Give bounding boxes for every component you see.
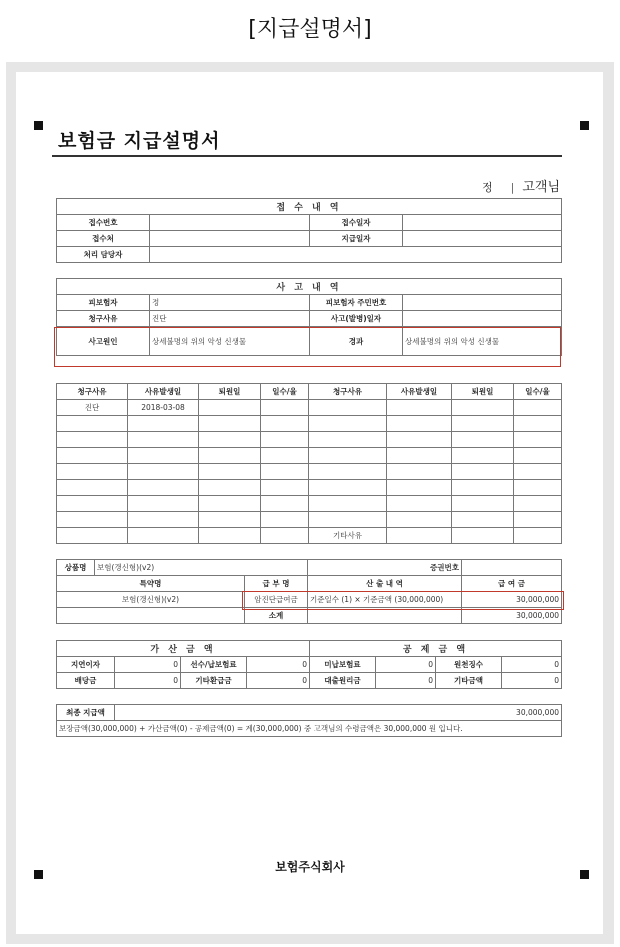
corner-mark-top-right bbox=[580, 121, 589, 130]
subtotal-label: 소계 bbox=[245, 608, 308, 624]
accident-section-title: 사 고 내 역 bbox=[57, 279, 562, 295]
unpaid-value: 0 bbox=[376, 657, 436, 673]
claim-reason-label: 청구사유 bbox=[57, 311, 150, 327]
amount-value: 30,000,000 bbox=[462, 592, 562, 608]
withholding-label: 원천징수 bbox=[436, 657, 502, 673]
product-name-value: 보험(갱신형)(v2) bbox=[95, 560, 308, 576]
claim-reason-value: 진단 bbox=[150, 311, 310, 327]
claims-header: 청구사유 bbox=[57, 384, 128, 400]
dividend-value: 0 bbox=[115, 673, 181, 689]
payment-highlight bbox=[242, 591, 564, 610]
adjust-table bbox=[56, 640, 562, 737]
rider-header: 특약명 bbox=[57, 576, 245, 592]
prepaid-value: 0 bbox=[247, 657, 310, 673]
customer-name: 정 bbox=[482, 181, 493, 194]
dividend-label: 배당금 bbox=[57, 673, 115, 689]
refund-value: 0 bbox=[247, 673, 310, 689]
loan-value: 0 bbox=[376, 673, 436, 689]
final-amount-value: 30,000,000 bbox=[115, 705, 562, 721]
payment-header: 급 부 명 bbox=[245, 576, 308, 592]
receipt-no-label: 접수번호 bbox=[57, 215, 150, 231]
late-interest-value: 0 bbox=[115, 657, 181, 673]
claim-row1-reason: 진단 bbox=[57, 400, 128, 416]
product-name-label: 상품명 bbox=[57, 560, 95, 576]
late-interest-label: 지연이자 bbox=[57, 657, 115, 673]
unpaid-label: 미납보험료 bbox=[310, 657, 376, 673]
policy-no-label: 증권번호 bbox=[308, 560, 462, 576]
receipt-date-label: 접수일자 bbox=[310, 215, 403, 231]
final-note: 보장금액(30,000,000) + 가산금액(0) - 공제금액(0) = 계(30,000,000) 중 고객님의 수령금액은 30,000,000 원 입니다. bbox=[57, 721, 562, 737]
add-section-title: 가 산 금 액 bbox=[57, 641, 310, 657]
cause-value: 상세불명의 위의 악성 신생물 bbox=[150, 327, 310, 356]
claims-table bbox=[56, 383, 562, 544]
customer-suffix: 고객님 bbox=[522, 180, 561, 195]
claims-header: 퇴원일 bbox=[452, 384, 514, 400]
rider-value: 보험(갱신형)(v2) bbox=[57, 592, 245, 608]
company-name: 보험주식회사 bbox=[275, 860, 345, 874]
claims-header: 청구사유 bbox=[309, 384, 387, 400]
insured-id-label: 피보험자 주민번호 bbox=[310, 295, 403, 311]
customer-line: 정 | 고객님 bbox=[482, 180, 561, 195]
claim-row1-date: 2018-03-08 bbox=[128, 400, 199, 416]
withholding-value: 0 bbox=[502, 657, 562, 673]
progress-label: 경과 bbox=[310, 327, 403, 356]
insured-label: 피보험자 bbox=[57, 295, 150, 311]
refund-label: 기타환급금 bbox=[181, 673, 247, 689]
receipt-no-value bbox=[150, 215, 310, 231]
receipt-office-label: 접수처 bbox=[57, 231, 150, 247]
accident-date-label: 사고(발병)일자 bbox=[310, 311, 403, 327]
claims-header: 일수/율 bbox=[514, 384, 562, 400]
amount-header: 급 여 금 bbox=[462, 576, 562, 592]
insured-value: 정 bbox=[150, 295, 310, 311]
claims-header: 퇴원일 bbox=[199, 384, 261, 400]
receipt-date-value bbox=[403, 215, 562, 231]
document-title: 보험금 지급설명서 bbox=[58, 130, 221, 152]
cause-highlight bbox=[54, 327, 561, 367]
cause-label: 사고원인 bbox=[57, 327, 150, 356]
claims-header: 사유발생일 bbox=[128, 384, 199, 400]
other-reason-label: 기타사유 bbox=[309, 528, 387, 544]
pay-date-label: 지급일자 bbox=[310, 231, 403, 247]
prepaid-label: 선수/납보험료 bbox=[181, 657, 247, 673]
calc-value: 기준일수 (1) × 기준금액 (30,000,000) bbox=[308, 592, 462, 608]
deduct-section-title: 공 제 금 액 bbox=[310, 641, 562, 657]
handler-label: 처리 담당자 bbox=[57, 247, 150, 263]
corner-mark-top-left bbox=[34, 121, 43, 130]
final-amount-label: 최종 지급액 bbox=[57, 705, 115, 721]
page-caption: [지급설명서] bbox=[248, 17, 372, 42]
progress-value: 상세불명의 위의 악성 신생물 bbox=[403, 327, 562, 356]
title-divider bbox=[52, 155, 562, 157]
calc-header: 산 출 내 역 bbox=[308, 576, 462, 592]
claims-header: 일수/율 bbox=[261, 384, 309, 400]
loan-label: 대출원리금 bbox=[310, 673, 376, 689]
payment-value: 암진단급여금 bbox=[245, 592, 308, 608]
other-amount-label: 기타금액 bbox=[436, 673, 502, 689]
other-amount-value: 0 bbox=[502, 673, 562, 689]
receipt-table bbox=[56, 198, 562, 263]
claims-header: 사유발생일 bbox=[387, 384, 452, 400]
receipt-section-title: 접 수 내 역 bbox=[57, 199, 562, 215]
subtotal-value: 30,000,000 bbox=[462, 608, 562, 624]
